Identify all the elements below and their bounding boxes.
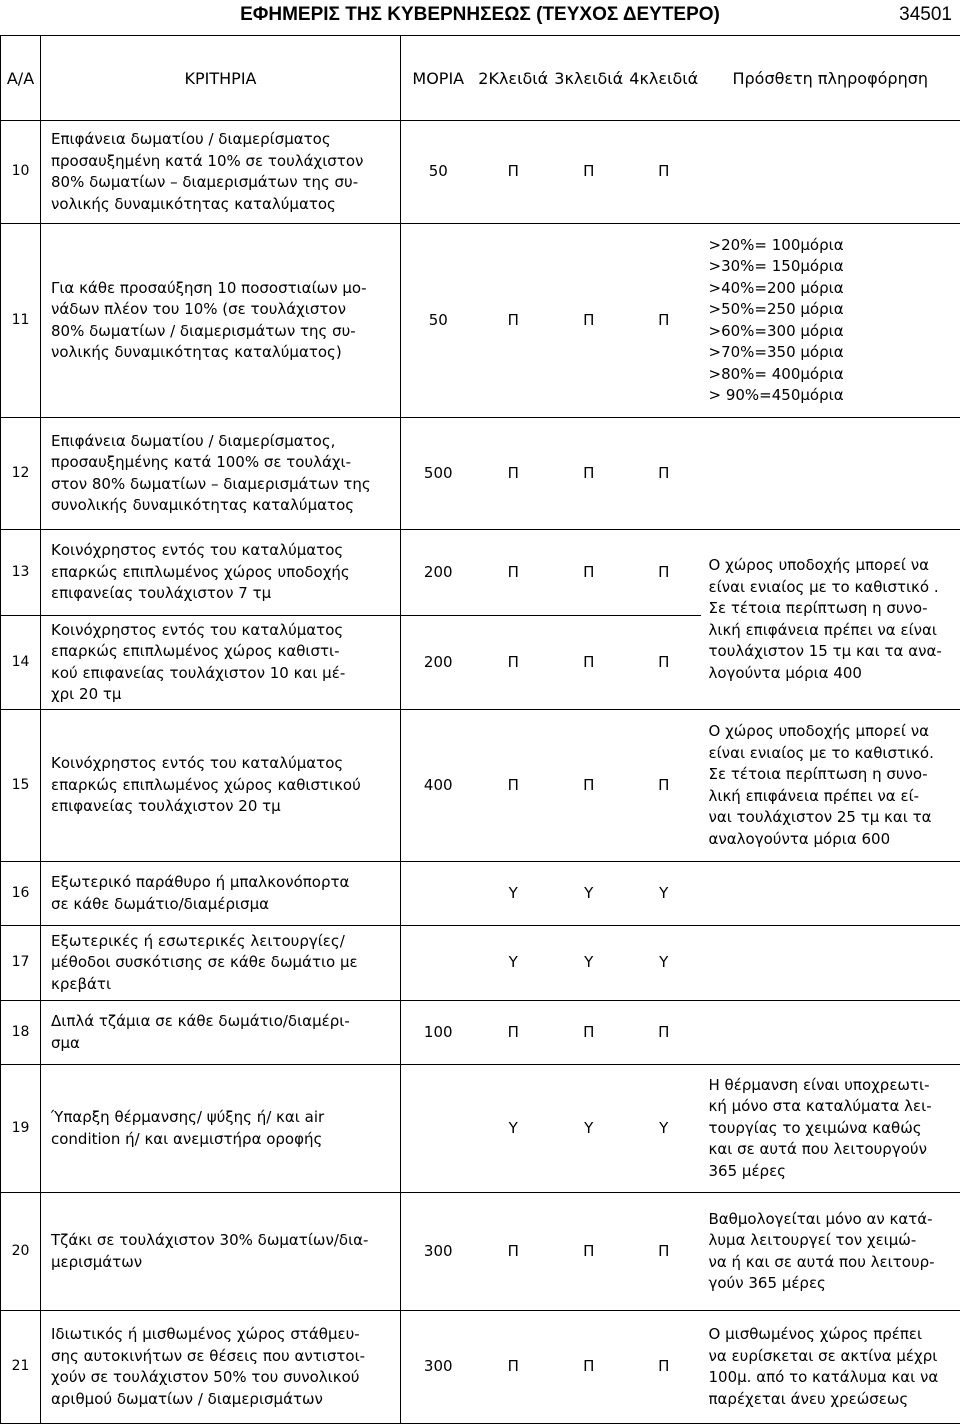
keys2-value: Π xyxy=(476,1241,552,1263)
criterion-line: επαρκώς επιπλωμένος χώρος καθιστι- xyxy=(51,641,394,663)
criterion-line: κού επιφανείας τουλάχιστον 10 και μέ- xyxy=(51,663,394,685)
info-line: είναι ενιαίος με το καθιστικό. xyxy=(709,743,955,765)
keys2-value: Π xyxy=(476,1022,552,1044)
criterion-line: συνολικής δυναμικότητας καταλύματος xyxy=(51,495,394,517)
info-cell xyxy=(701,1193,960,1311)
table-row xyxy=(1,121,960,224)
keys2-value: Υ xyxy=(476,883,552,905)
info-line: παρέχεται άνευ χρεώσεως xyxy=(709,1389,955,1411)
row-number: 20 xyxy=(1,1193,41,1311)
criterion-line: Ύπαρξη θέρμανσης/ ψύξης ή/ και air xyxy=(51,1107,394,1129)
keys4-value: Υ xyxy=(627,883,702,905)
criterion-line: Επιφάνεια δωματίου / διαμερίσματος xyxy=(51,129,394,151)
criterion-line: χρι 20 τμ xyxy=(51,684,394,706)
criterion-line: Εξωτερικό παράθυρο ή μπαλκονόπορτα xyxy=(51,872,394,894)
criterion-text xyxy=(41,530,401,616)
criterion-line: μερισμάτων xyxy=(51,1252,394,1274)
col-values-header xyxy=(401,36,701,121)
info-line: λογούντα μόρια 400 xyxy=(709,663,955,685)
keys4-value: Π xyxy=(627,310,702,332)
keys4-value: Π xyxy=(627,1022,702,1044)
values-cell xyxy=(401,862,701,926)
keys3-value: Π xyxy=(551,652,627,674)
values-cell xyxy=(401,710,701,862)
points-value: 300 xyxy=(401,1241,476,1263)
points-value: 200 xyxy=(401,562,476,584)
page-header-title: ΕΦΗΜΕΡΙΣ ΤΗΣ ΚΥΒΕΡΝΗΣΕΩΣ (ΤΕΥΧΟΣ ΔΕΥΤΕΡΟ) xyxy=(200,4,760,26)
criteria-table xyxy=(0,35,960,1424)
keys3-value: Π xyxy=(551,310,627,332)
info-line: > 90%=450μόρια xyxy=(709,385,955,407)
info-line: >80%= 400μόρια xyxy=(709,364,955,386)
table-row xyxy=(1,224,960,418)
criterion-line: 80% δωματίων / διαμερισμάτων της συ- xyxy=(51,321,394,343)
table-header-row xyxy=(1,36,960,121)
criterion-line: επιφανείας τουλάχιστον 7 τμ xyxy=(51,583,394,605)
keys2-value: Υ xyxy=(476,952,552,974)
keys3-value: Π xyxy=(551,562,627,584)
table-row xyxy=(1,862,960,926)
page-number: 34501 xyxy=(899,4,952,26)
keys3-value: Π xyxy=(551,1356,627,1378)
info-line: τουργίας το χειμώνα καθώς xyxy=(709,1118,955,1140)
info-cell xyxy=(701,1001,960,1065)
points-value: 50 xyxy=(401,161,476,183)
criterion-text xyxy=(41,710,401,862)
info-line: λική επιφάνεια πρέπει να είναι xyxy=(709,620,955,642)
info-line: γούν 365 μέρες xyxy=(709,1273,955,1295)
table-row xyxy=(1,710,960,862)
info-line: Σε τέτοια περίπτωση η συνο- xyxy=(709,598,955,620)
values-cell xyxy=(401,418,701,530)
row-number: 15 xyxy=(1,710,41,862)
values-cell xyxy=(401,1193,701,1311)
info-cell xyxy=(701,1311,960,1424)
points-value: 400 xyxy=(401,775,476,797)
row-number: 10 xyxy=(1,121,41,224)
info-line: να ευρίσκεται σε ακτίνα μέχρι xyxy=(709,1346,955,1368)
info-line: κή μόνο στα καταλύματα λει- xyxy=(709,1096,955,1118)
criterion-line: επαρκώς επιπλωμένος χώρος υποδοχής xyxy=(51,562,394,584)
keys3-value: Υ xyxy=(551,883,627,905)
criterion-line: επαρκώς επιπλωμένος χώρος καθιστικού xyxy=(51,775,394,797)
info-line: >30%= 150μόρια xyxy=(709,256,955,278)
points-value: 200 xyxy=(401,652,476,674)
criterion-line: condition ή/ και ανεμιστήρα οροφής xyxy=(51,1129,394,1151)
criterion-line: Ιδιωτικός ή μισθωμένος χώρος στάθμευ- xyxy=(51,1324,394,1346)
keys2-value: Π xyxy=(476,1356,552,1378)
criterion-line: Κοινόχρηστος εντός του καταλύματος xyxy=(51,540,394,562)
criterion-text xyxy=(41,1065,401,1193)
values-cell xyxy=(401,224,701,418)
criterion-line: επιφανείας τουλάχιστον 20 τμ xyxy=(51,796,394,818)
criterion-line: Κοινόχρηστος εντός του καταλύματος xyxy=(51,753,394,775)
info-line: Ο χώρος υποδοχής μπορεί να xyxy=(709,721,955,743)
keys3-value: Π xyxy=(551,775,627,797)
values-cell xyxy=(401,1065,701,1193)
info-line: αναλογούντα μόρια 600 xyxy=(709,829,955,851)
col-criteria: ΚΡΙΤΗΡΙΑ xyxy=(41,36,401,121)
keys2-value: Υ xyxy=(476,1118,552,1140)
col-keys2: 2Κλειδιά xyxy=(476,68,552,89)
col-keys4: 4κλειδιά xyxy=(627,68,702,89)
table-row xyxy=(1,1001,960,1065)
criterion-line: νολικής δυναμικότητας καταλύματος) xyxy=(51,342,394,364)
table-row xyxy=(1,530,960,616)
keys2-value: Π xyxy=(476,310,552,332)
info-cell xyxy=(701,1065,960,1193)
row-number: 19 xyxy=(1,1065,41,1193)
row-number: 18 xyxy=(1,1001,41,1065)
row-number: 21 xyxy=(1,1311,41,1424)
criterion-line: αριθμού δωματίων / διαμερισμάτων xyxy=(51,1389,394,1411)
info-line: Ο χώρος υποδοχής μπορεί να xyxy=(709,555,955,577)
col-keys3: 3κλειδιά xyxy=(551,68,627,89)
info-line: Η θέρμανση είναι υποχρεωτι- xyxy=(709,1075,955,1097)
row-number: 12 xyxy=(1,418,41,530)
criterion-text xyxy=(41,121,401,224)
keys2-value: Π xyxy=(476,562,552,584)
info-line: 100μ. από το κατάλυμα και να xyxy=(709,1367,955,1389)
criterion-text xyxy=(41,862,401,926)
points-value: 300 xyxy=(401,1356,476,1378)
keys4-value: Π xyxy=(627,463,702,485)
info-cell xyxy=(701,710,960,862)
keys4-value: Π xyxy=(627,775,702,797)
row-number: 14 xyxy=(1,616,41,710)
info-line: Ο μισθωμένος χώρος πρέπει xyxy=(709,1324,955,1346)
info-line: να ή και σε αυτά που λειτουρ- xyxy=(709,1252,955,1274)
keys2-value: Π xyxy=(476,775,552,797)
criterion-line: Εξωτερικές ή εσωτερικές λειτουργίες/ xyxy=(51,931,394,953)
criterion-text xyxy=(41,926,401,1001)
info-cell xyxy=(701,926,960,1001)
info-cell xyxy=(701,121,960,224)
info-cell xyxy=(701,224,960,418)
keys3-value: Π xyxy=(551,161,627,183)
row-number: 17 xyxy=(1,926,41,1001)
table-row xyxy=(1,1193,960,1311)
table-row xyxy=(1,1065,960,1193)
info-line: >50%=250 μόρια xyxy=(709,299,955,321)
row-number: 11 xyxy=(1,224,41,418)
criterion-line: Διπλά τζάμια σε κάθε δωμάτιο/διαμέρι- xyxy=(51,1011,394,1033)
info-cell xyxy=(701,418,960,530)
criterion-line: Επιφάνεια δωματίου / διαμερίσματος, xyxy=(51,431,394,453)
row-number: 13 xyxy=(1,530,41,616)
criterion-line: 80% δωματίων – διαμερισμάτων της συ- xyxy=(51,172,394,194)
criterion-line: στον 80% δωματίων – διαμερισμάτων της xyxy=(51,474,394,496)
keys2-value: Π xyxy=(476,652,552,674)
keys3-value: Π xyxy=(551,463,627,485)
shared-info-cell xyxy=(701,530,960,710)
points-value: 100 xyxy=(401,1022,476,1044)
keys2-value: Π xyxy=(476,463,552,485)
criterion-text xyxy=(41,1001,401,1065)
criterion-line: νολικής δυναμικότητας καταλύματος xyxy=(51,194,394,216)
info-line: 365 μέρες xyxy=(709,1161,955,1183)
criterion-line: σης αυτοκινήτων σε θέσεις που αντιστοι- xyxy=(51,1346,394,1368)
row-number: 16 xyxy=(1,862,41,926)
keys3-value: Π xyxy=(551,1022,627,1044)
keys3-value: Π xyxy=(551,1241,627,1263)
values-cell xyxy=(401,1311,701,1424)
values-cell xyxy=(401,616,701,710)
keys4-value: Π xyxy=(627,652,702,674)
keys4-value: Π xyxy=(627,161,702,183)
points-value: 500 xyxy=(401,463,476,485)
col-info: Πρόσθετη πληροφόρηση xyxy=(701,36,960,121)
info-line: λυμα λειτουργεί τον χειμώ- xyxy=(709,1230,955,1252)
info-line: >40%=200 μόρια xyxy=(709,278,955,300)
criterion-line: σε κάθε δωμάτιο/διαμέρισμα xyxy=(51,894,394,916)
keys3-value: Υ xyxy=(551,952,627,974)
info-line: λική επιφάνεια πρέπει να εί- xyxy=(709,786,955,808)
info-line: τουλάχιστον 15 τμ και τα ανα- xyxy=(709,641,955,663)
criterion-line: προσαυξημένης κατά 100% σε τουλάχι- xyxy=(51,452,394,474)
info-line: και σε αυτά που λειτουργούν xyxy=(709,1139,955,1161)
keys4-value: Υ xyxy=(627,952,702,974)
criterion-line: Τζάκι σε τουλάχιστον 30% δωματίων/δια- xyxy=(51,1230,394,1252)
info-line: >70%=350 μόρια xyxy=(709,342,955,364)
table-row xyxy=(1,926,960,1001)
criterion-line: κρεβάτι xyxy=(51,974,394,996)
criterion-line: Κοινόχρηστος εντός του καταλύματος xyxy=(51,620,394,642)
criterion-line: χούν σε τουλάχιστον 50% του συνολικού xyxy=(51,1367,394,1389)
criterion-text xyxy=(41,1193,401,1311)
criterion-line: μέθοδοι συσκότισης σε κάθε δωμάτιο με xyxy=(51,952,394,974)
keys4-value: Π xyxy=(627,1356,702,1378)
points-value xyxy=(401,952,476,974)
keys3-value: Υ xyxy=(551,1118,627,1140)
values-cell xyxy=(401,121,701,224)
points-value: 50 xyxy=(401,310,476,332)
values-cell xyxy=(401,1001,701,1065)
table-row xyxy=(1,418,960,530)
criterion-text xyxy=(41,1311,401,1424)
values-cell xyxy=(401,926,701,1001)
table-row xyxy=(1,1311,960,1424)
values-cell xyxy=(401,530,701,616)
col-aa: Α/Α xyxy=(1,36,41,121)
col-points: ΜΟΡΙΑ xyxy=(401,68,476,89)
criterion-text xyxy=(41,418,401,530)
criterion-text xyxy=(41,616,401,710)
info-line: >20%= 100μόρια xyxy=(709,235,955,257)
criterion-line: προσαυξημένη κατά 10% σε τουλάχιστον xyxy=(51,151,394,173)
info-line: Σε τέτοια περίπτωση η συνο- xyxy=(709,764,955,786)
points-value xyxy=(401,883,476,905)
info-line: είναι ενιαίος με το καθιστικό . xyxy=(709,577,955,599)
info-line: ναι τουλάχιστον 25 τμ και τα xyxy=(709,807,955,829)
info-line: Βαθμολογείται μόνο αν κατά- xyxy=(709,1209,955,1231)
keys4-value: Υ xyxy=(627,1118,702,1140)
points-value xyxy=(401,1118,476,1140)
criterion-line: νάδων πλέον του 10% (σε τουλάχιστον xyxy=(51,299,394,321)
info-cell xyxy=(701,862,960,926)
keys4-value: Π xyxy=(627,562,702,584)
keys2-value: Π xyxy=(476,161,552,183)
info-line: >60%=300 μόρια xyxy=(709,321,955,343)
criterion-line: Για κάθε προσαύξηση 10 ποσοστιαίων μο- xyxy=(51,278,394,300)
keys4-value: Π xyxy=(627,1241,702,1263)
criterion-line: σμα xyxy=(51,1033,394,1055)
criterion-text xyxy=(41,224,401,418)
